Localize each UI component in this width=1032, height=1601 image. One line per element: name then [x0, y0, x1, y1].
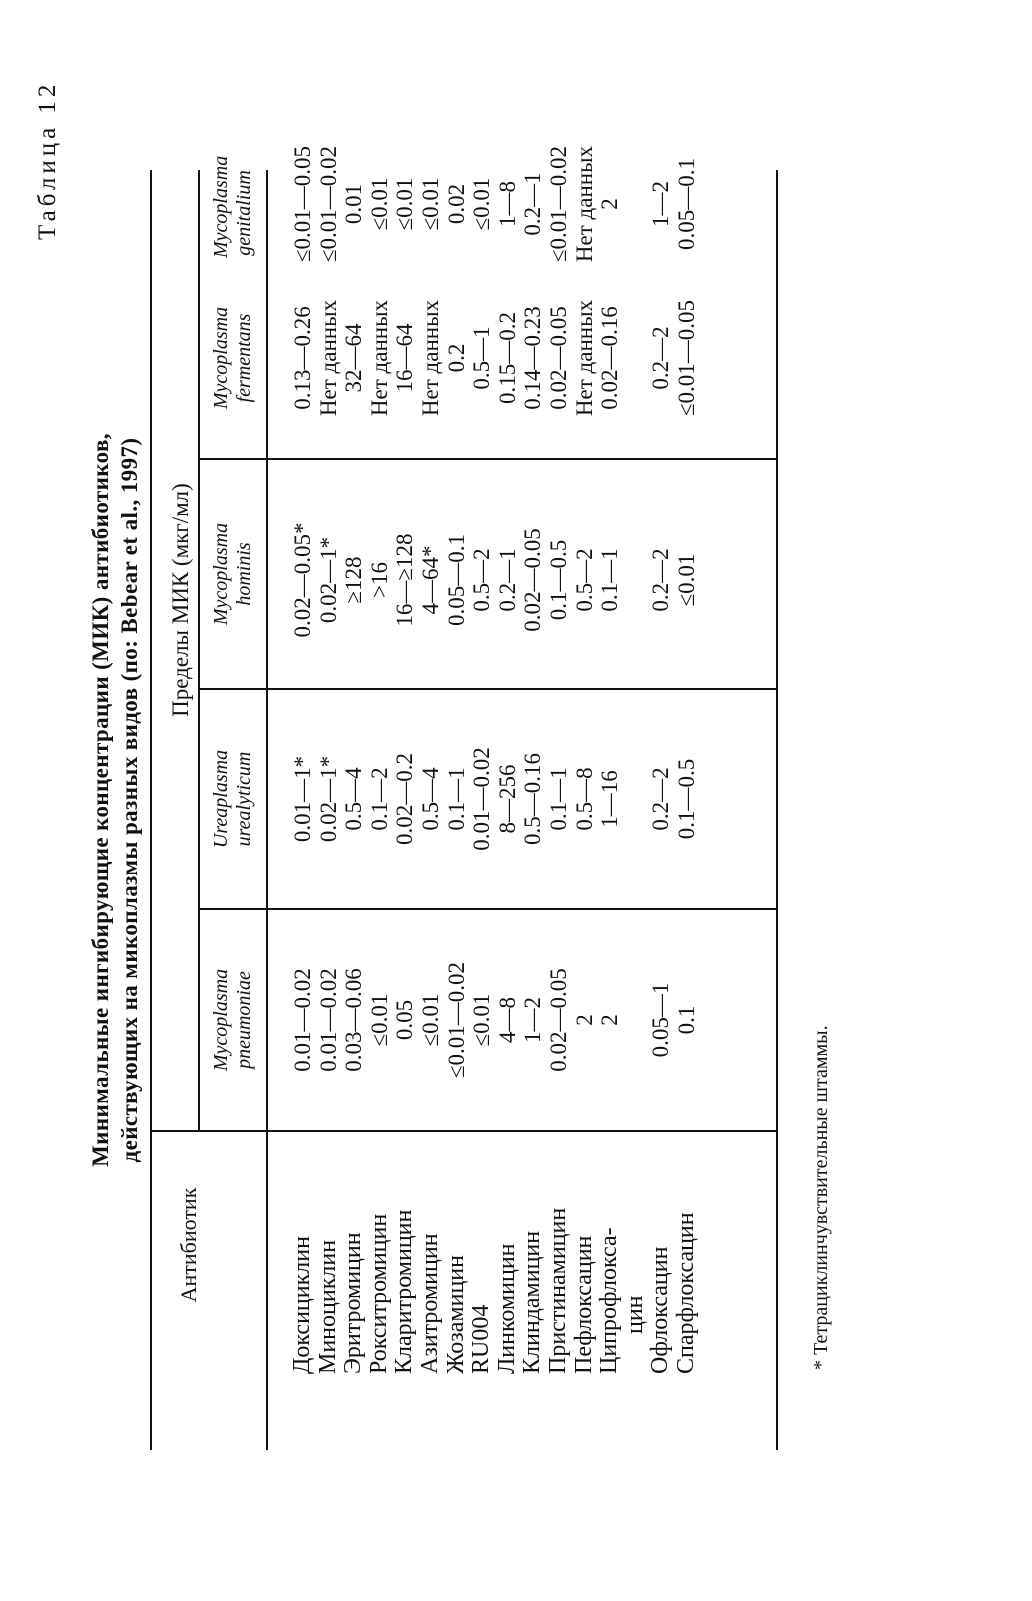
mic-value-cell: ≥128 — [341, 556, 367, 604]
mic-value-cell — [623, 690, 649, 908]
antibiotic-name: Эритромицин — [340, 1232, 367, 1374]
antibiotic-name: Пристинамицин — [544, 1207, 571, 1374]
mic-value-cell: 32—64 — [341, 323, 367, 393]
mic-value-cell: Нет данных — [571, 145, 597, 263]
mic-value-cell: ≤0.01—0.02 — [315, 145, 341, 263]
mic-value-cell: ≤0.01 — [417, 177, 443, 231]
mic-value-cell: 16—≥128 — [392, 533, 418, 627]
antibiotic-name: Офлоксацин — [647, 1246, 674, 1374]
antibiotic-name: RU004 — [468, 1304, 495, 1374]
column-genitalium — [290, 144, 700, 264]
mic-value-cell — [623, 258, 649, 458]
mic-value-cell: 0.01—0.02 — [469, 747, 495, 851]
species-header-1: Mycoplasma pneumoniae — [210, 968, 255, 1072]
antibiotic-name: Кларитромицин — [391, 1209, 418, 1374]
mic-value-cell: 0.2—1 — [520, 172, 546, 236]
mic-value-cell: 0.02—0.05 — [520, 528, 546, 632]
antibiotic-name: Азитромицин — [416, 1233, 443, 1374]
mic-value-cell: 0.1—1 — [597, 548, 623, 612]
mic-value-cell: 0.5—0.16 — [520, 753, 546, 845]
antibiotic-name: Миноциклин — [314, 1239, 341, 1374]
mic-value-cell: 1—8 — [494, 181, 520, 227]
mic-value-cell: 0.02—1* — [315, 755, 341, 843]
mic-value-cell: 0.02 — [443, 183, 469, 225]
mic-value-cell: 4—64* — [417, 545, 443, 615]
header-bottom-rule — [266, 170, 268, 1450]
antibiotic-name: Пефлоксацин — [570, 1235, 597, 1374]
mic-value-cell: 16—64 — [392, 323, 418, 393]
mic-value-cell: 0.5—8 — [571, 767, 597, 831]
mic-value-cell: 2 — [571, 1014, 597, 1026]
column-pneumoniae — [290, 910, 700, 1130]
antibiotic-name: цин — [621, 1295, 648, 1334]
mic-value-cell: 0.01—1* — [290, 755, 315, 843]
mic-value-cell: 0.01—0.02 — [315, 968, 341, 1072]
mic-value-cell: 0.5—1 — [469, 326, 495, 390]
top-rule — [150, 170, 152, 1450]
antibiotic-name: Ципрофлокса- — [596, 1227, 623, 1374]
footnote: * Тетрациклинчувствительные штаммы. — [810, 1025, 832, 1370]
mic-value-cell: 0.2—2 — [648, 326, 674, 390]
mic-header-rule — [198, 170, 200, 1130]
mic-value-cell: 0.5—2 — [571, 548, 597, 612]
mic-value-cell: 0.1 — [673, 1005, 699, 1035]
mic-value-cell: 0.2—2 — [648, 548, 674, 612]
mic-value-cell: 0.01—0.02 — [290, 968, 315, 1072]
mic-value-cell: 0.02—0.05* — [290, 522, 315, 638]
mic-value-cell: 0.14—0.23 — [520, 306, 546, 410]
mic-value-cell: 0.1—1 — [545, 767, 571, 831]
mic-value-cell — [623, 910, 649, 1130]
mic-value-cell: 4—8 — [494, 997, 520, 1043]
mic-value-cell: 0.1—0.5 — [673, 758, 699, 840]
antibiotic-name: Спарфлоксацин — [672, 1212, 699, 1374]
antibiotic-list — [290, 1174, 700, 1374]
mic-value-cell: Нет данных — [417, 299, 443, 417]
mic-value-cell: ≤0.01 — [392, 177, 418, 231]
title-line-2: действующих на микоплазмы разных видов (по: Bebear et al., 1997) — [117, 437, 142, 1163]
mic-value-cell: 0.1—2 — [366, 767, 392, 831]
mic-value-cell: ≤0.01—0.05 — [673, 299, 699, 417]
mic-value-cell: 0.02—0.05 — [545, 306, 571, 410]
mic-value-cell: 0.02—0.05 — [545, 968, 571, 1072]
mic-value-cell: ≤0.01 — [673, 553, 699, 607]
mic-value-cell: 0.5—4 — [417, 767, 443, 831]
mic-value-cell: >16 — [366, 562, 392, 598]
mic-value-cell: ≤0.01 — [469, 177, 495, 231]
species-header-3: Mycoplasma hominis — [210, 522, 255, 626]
column-urealyticum — [290, 690, 700, 908]
mic-value-cell — [623, 460, 649, 700]
mic-value-cell: 0.03—0.06 — [341, 968, 367, 1072]
mic-value-cell: 1—2 — [648, 181, 674, 227]
mic-value-cell: 0.05 — [392, 999, 418, 1041]
mic-value-cell: 0.02—0.2 — [392, 753, 418, 845]
species-header-4: Mycoplasma fermentans — [210, 306, 255, 410]
mic-value-cell: 0.15—0.2 — [494, 312, 520, 404]
antibiotic-name: Доксициклин — [289, 1236, 315, 1374]
antibiotic-name: Жозамицин — [442, 1255, 469, 1374]
mic-value-cell: ≤0.01 — [366, 993, 392, 1047]
mic-value-cell: 0.1—1 — [443, 767, 469, 831]
column-hominis — [290, 460, 700, 700]
table-number: Таблица 12 — [34, 80, 61, 240]
species-header-2: Ureaplasma urealyticum — [210, 749, 255, 849]
mic-value-cell: 0.1—0.5 — [545, 539, 571, 621]
mic-value-cell — [623, 144, 649, 264]
mic-value-cell: 1—2 — [520, 997, 546, 1043]
mic-value-cell: 0.13—0.26 — [290, 306, 315, 410]
mic-value-cell: 0.2—1 — [494, 548, 520, 612]
mic-value-cell: ≤0.01 — [417, 993, 443, 1047]
mic-value-cell: 0.05—0.1 — [443, 534, 469, 626]
bottom-rule — [776, 170, 778, 1450]
antibiotic-header: Антибиотик — [176, 1187, 201, 1303]
antibiotic-name: Клиндамицин — [519, 1230, 546, 1374]
mic-value-cell: 0.02—0.16 — [597, 306, 623, 410]
mic-value-cell: 0.2 — [443, 343, 469, 373]
mic-value-cell: 0.01 — [341, 183, 367, 225]
column-fermentans — [290, 258, 700, 458]
mic-value-cell: 0.2—2 — [648, 767, 674, 831]
mic-value-cell: ≤0.01—0.02 — [443, 961, 469, 1079]
title-line-1: Минимальные ингибирующие концентрации (МИК) антибиотиков, — [88, 433, 113, 1167]
mic-value-cell: ≤0.01 — [366, 177, 392, 231]
mic-value-cell: 1—16 — [597, 770, 623, 828]
table-title — [86, 270, 144, 1330]
mic-value-cell: 8—256 — [494, 764, 520, 834]
mic-value-cell: Нет данных — [366, 299, 392, 417]
antibiotic-name: Линкомицин — [493, 1243, 520, 1374]
mic-value-cell: 0.05—1 — [648, 982, 674, 1058]
mic-value-cell: 0.05—0.1 — [673, 158, 699, 250]
mic-value-cell: 0.02—1* — [315, 536, 341, 624]
mic-value-cell: ≤0.01—0.05 — [290, 145, 315, 263]
mic-value-cell: 0.5—4 — [341, 767, 367, 831]
antibiotic-name: Рокситромицин — [365, 1213, 392, 1374]
mic-value-cell: 0.5—2 — [469, 548, 495, 612]
mic-range-header: Пределы МИК (мкг/мл) — [168, 483, 193, 717]
mic-value-cell: 2 — [597, 198, 623, 210]
mic-value-cell: Нет данных — [315, 299, 341, 417]
divider-antibiotic — [150, 1130, 778, 1132]
species-header-5: Mycoplasma genitalium — [210, 155, 255, 258]
mic-value-cell: 2 — [597, 1014, 623, 1026]
mic-value-cell: Нет данных — [571, 299, 597, 417]
mic-value-cell: ≤0.01—0.02 — [545, 145, 571, 263]
mic-value-cell: ≤0.01 — [469, 993, 495, 1047]
